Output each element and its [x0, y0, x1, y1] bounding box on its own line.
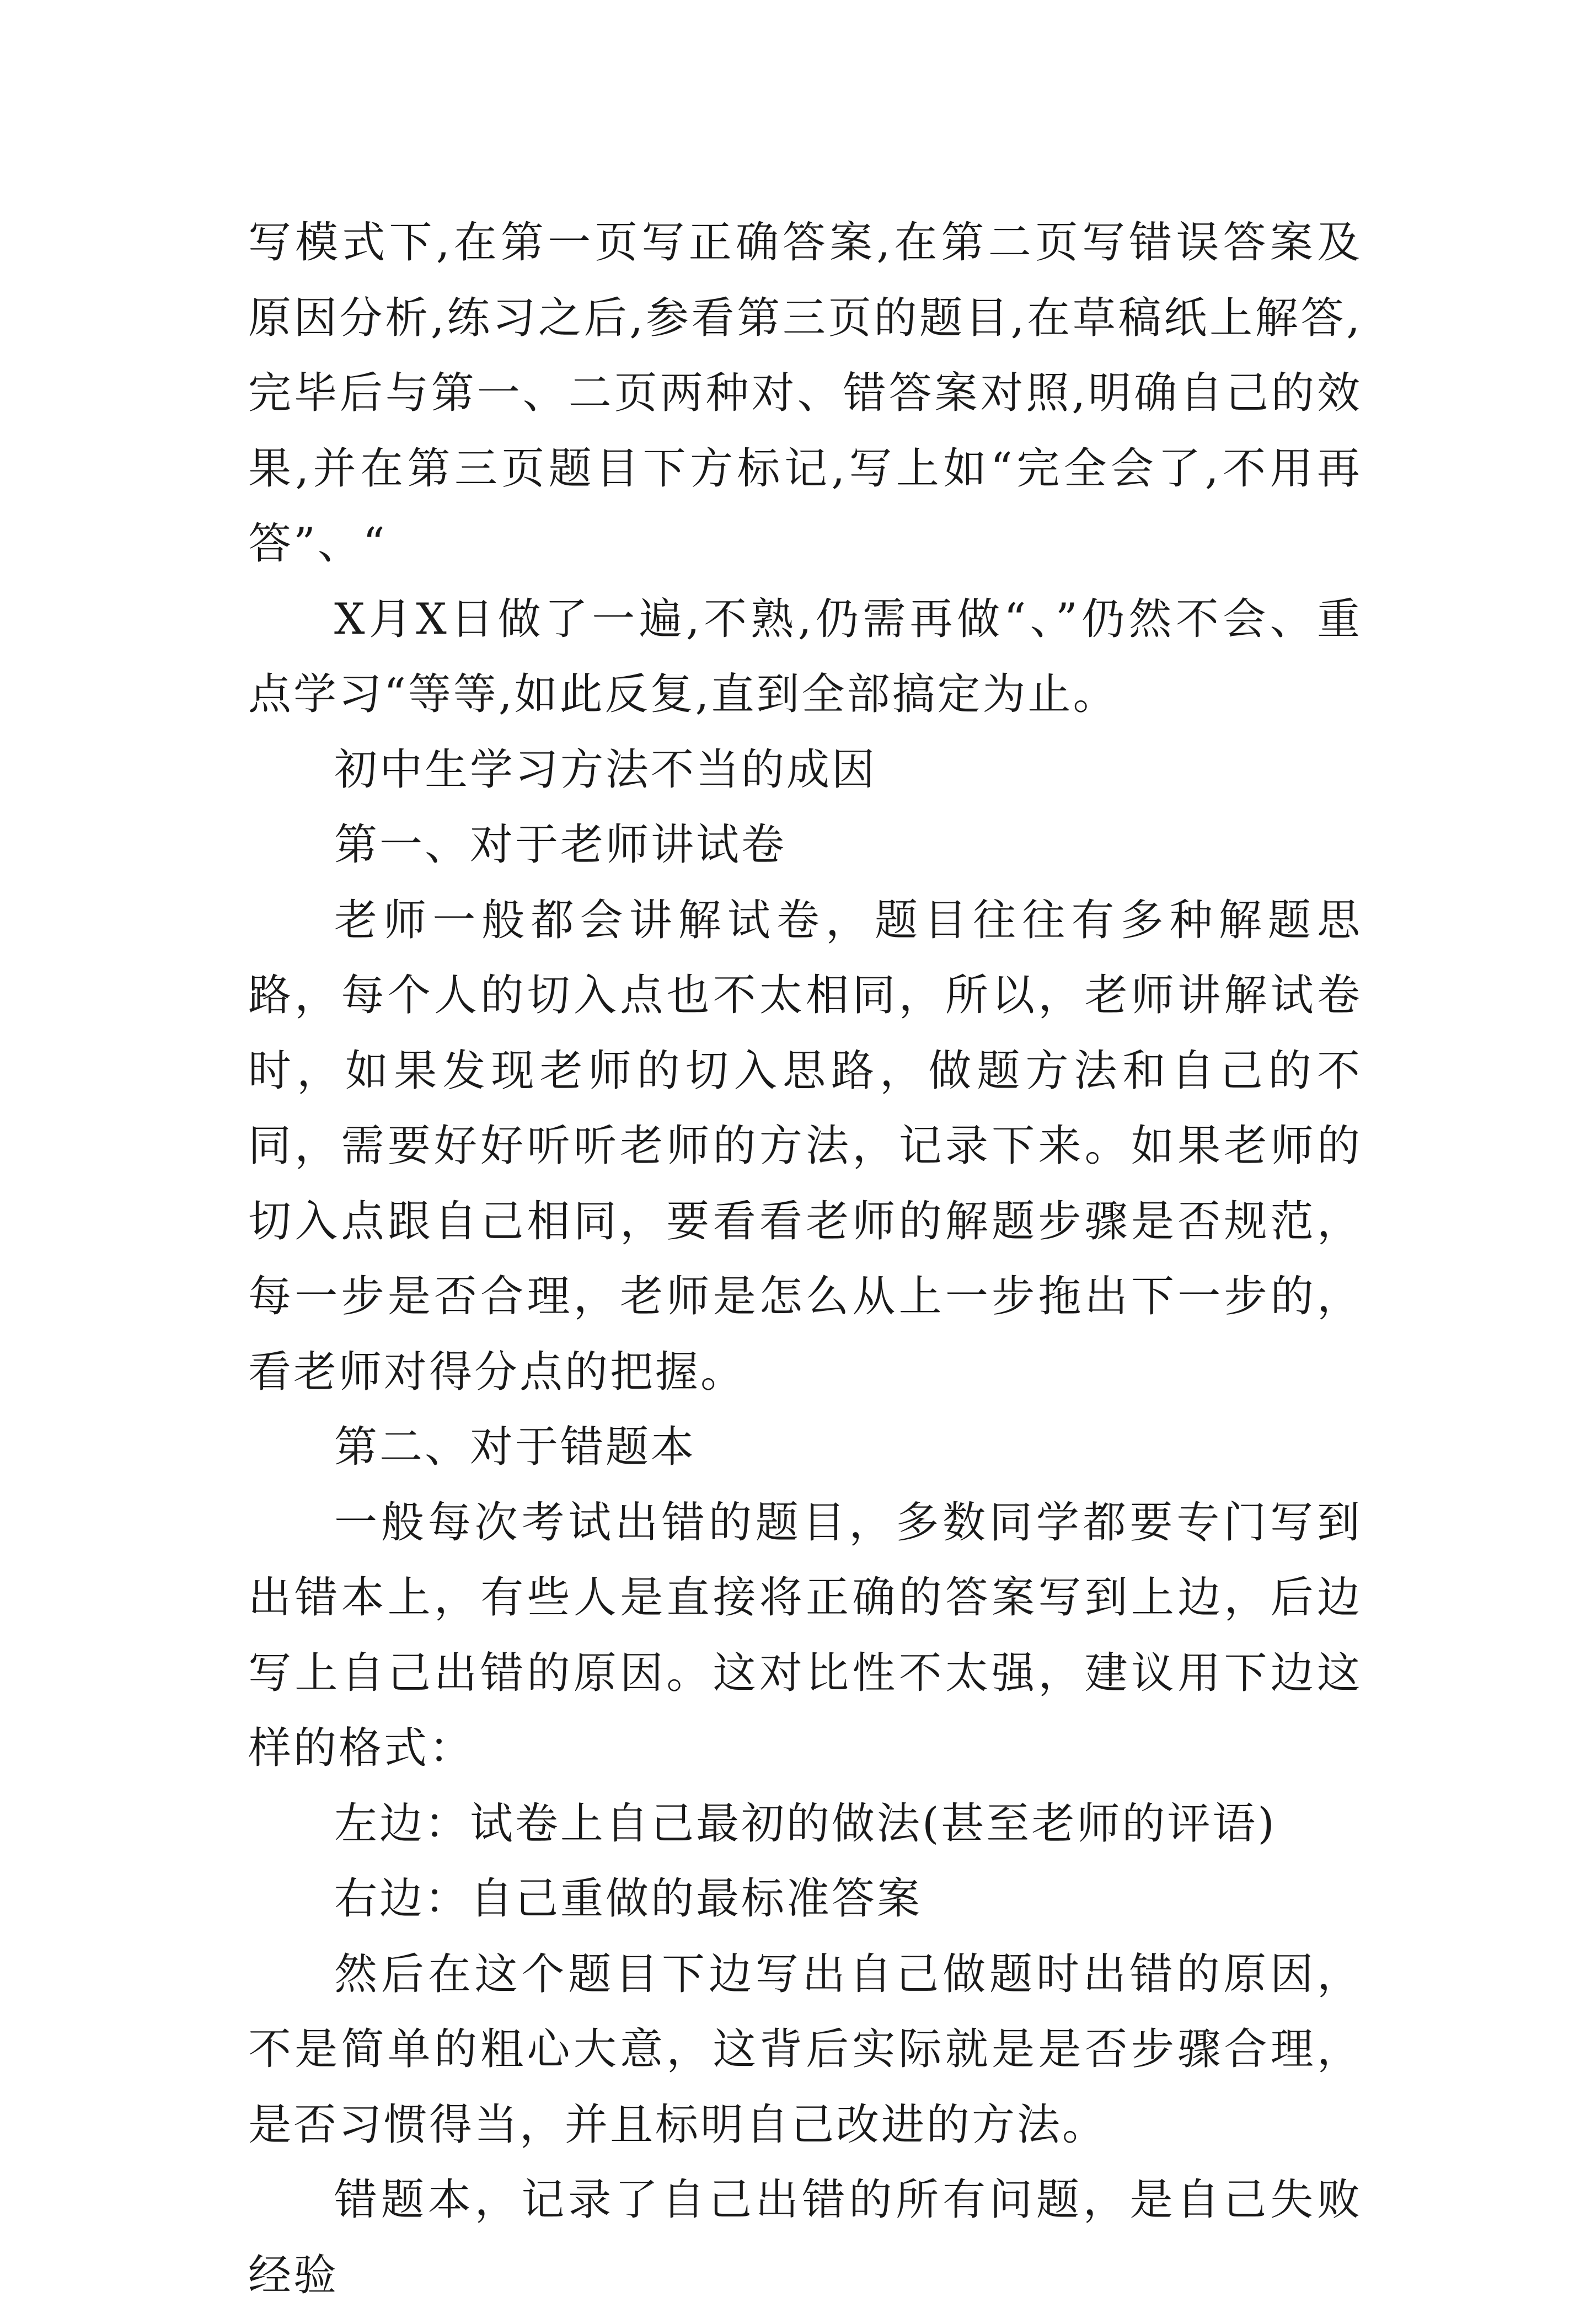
- document-body: [248, 205, 1362, 2313]
- paragraph-notebook-summary: 错题本，记录了自己出错的所有问题，是自己失败经验: [248, 2175, 1362, 2300]
- subheading-exam-review: 第一、对于老师讲试卷: [334, 820, 787, 870]
- subheading-error-notebook: 第二、对于错题本: [334, 1422, 697, 1472]
- paragraph-error-notebook: 一般每次考试出错的题目，多数同学都要专门写到出错本上，有些人是直接将正确的答案写到上边，后边写上自己出错的原因。这对比性不太强，建议用下边这样的格式：: [248, 1497, 1362, 1773]
- paragraph-error-reasons: 然后在这个题目下边写出自己做题时出错的原因，不是简单的粗心大意，这背后实际就是是否步骤合理，是否习惯得当，并且标明自己改进的方法。: [248, 1949, 1362, 2150]
- paragraph-left-side: 左边：试卷上自己最初的做法(甚至老师的评语): [334, 1798, 1277, 1849]
- paragraph-continuation: 写模式下,在第一页写正确答案,在第二页写错误答案及原因分析,练习之后,参看第三页的题目,在草稿纸上解答,完毕后与第一、二页两种对、错答案对照,明确自己的效果,并在第三页题目下方标记,写上如“完全会了,不用再答”、“: [248, 218, 1362, 569]
- paragraph-exam-review: 老师一般都会讲解试卷，题目往往有多种解题思路，每个人的切入点也不太相同，所以，老师讲解试卷时，如果发现老师的切入思路，做题方法和自己的不同，需要好好听听老师的方法，记录下来。如果老师的切入点跟自己相同，要看看老师的解题步骤是否规范，每一步是否合理，老师是怎么从上一步拖出下一步的，看老师对得分点的把握。: [248, 895, 1362, 1397]
- paragraph-right-side: 右边：自己重做的最标准答案: [334, 1874, 923, 1924]
- section-heading-causes: 初中生学习方法不当的成因: [334, 745, 877, 795]
- paragraph-repeat-marking: X月X日做了一遍,不熟,仍需再做“、”仍然不会、重点学习“等等,如此反复,直到全部搞定为止。: [248, 594, 1362, 719]
